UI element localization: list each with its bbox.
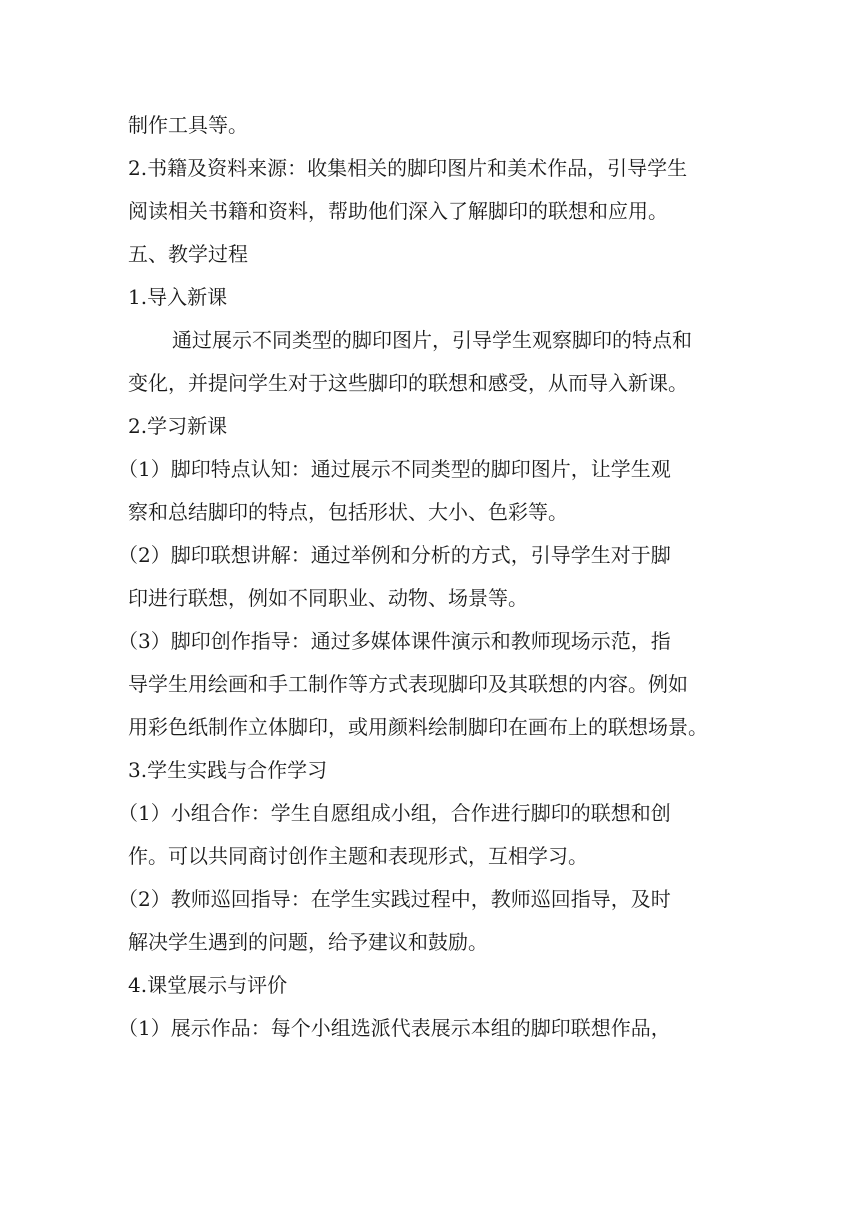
list-item-line: 作。可以共同商讨创作主题和表现形式，互相学习。 xyxy=(128,844,588,868)
document-body xyxy=(118,104,748,1050)
list-item-line: （2）脚印联想讲解：通过举例和分析的方式，引导学生对于脚 xyxy=(118,543,671,567)
list-item-line: （1）脚印特点认知：通过展示不同类型的脚印图片，让学生观 xyxy=(118,457,671,481)
list-item-line: （2）教师巡回指导：在学生实践过程中，教师巡回指导，及时 xyxy=(118,887,671,911)
paragraph-line: 2.书籍及资料来源：收集相关的脚印图片和美术作品，引导学生 xyxy=(128,156,688,180)
list-item-line: （3）脚印创作指导：通过多媒体课件演示和教师现场示范，指 xyxy=(118,629,671,653)
paragraph-line: 变化，并提问学生对于这些脚印的联想和感受，从而导入新课。 xyxy=(128,371,688,395)
list-item-line: 印进行联想，例如不同职业、动物、场景等。 xyxy=(128,586,528,610)
subsection-heading: 3.学生实践与合作学习 xyxy=(128,758,328,782)
list-item-line: 用彩色纸制作立体脚印，或用颜料绘制脚印在画布上的联想场景。 xyxy=(128,715,708,739)
list-item-line: 导学生用绘画和手工制作等方式表现脚印及其联想的内容。例如 xyxy=(128,672,688,696)
subsection-heading: 2.学习新课 xyxy=(128,414,228,438)
list-item-line: （1）展示作品：每个小组选派代表展示本组的脚印联想作品， xyxy=(118,1016,671,1040)
paragraph-line: 制作工具等。 xyxy=(128,113,248,137)
paragraph-line: 通过展示不同类型的脚印图片，引导学生观察脚印的特点和 xyxy=(172,328,692,352)
subsection-heading: 4.课堂展示与评价 xyxy=(128,973,288,997)
list-item-line: 察和总结脚印的特点，包括形状、大小、色彩等。 xyxy=(128,500,568,524)
list-item-line: 解决学生遇到的问题，给予建议和鼓励。 xyxy=(128,930,488,954)
paragraph-line: 阅读相关书籍和资料，帮助他们深入了解脚印的联想和应用。 xyxy=(128,199,668,223)
subsection-heading: 1.导入新课 xyxy=(128,285,228,309)
list-item-line: （1）小组合作：学生自愿组成小组，合作进行脚印的联想和创 xyxy=(118,801,671,825)
section-heading: 五、教学过程 xyxy=(128,242,248,266)
